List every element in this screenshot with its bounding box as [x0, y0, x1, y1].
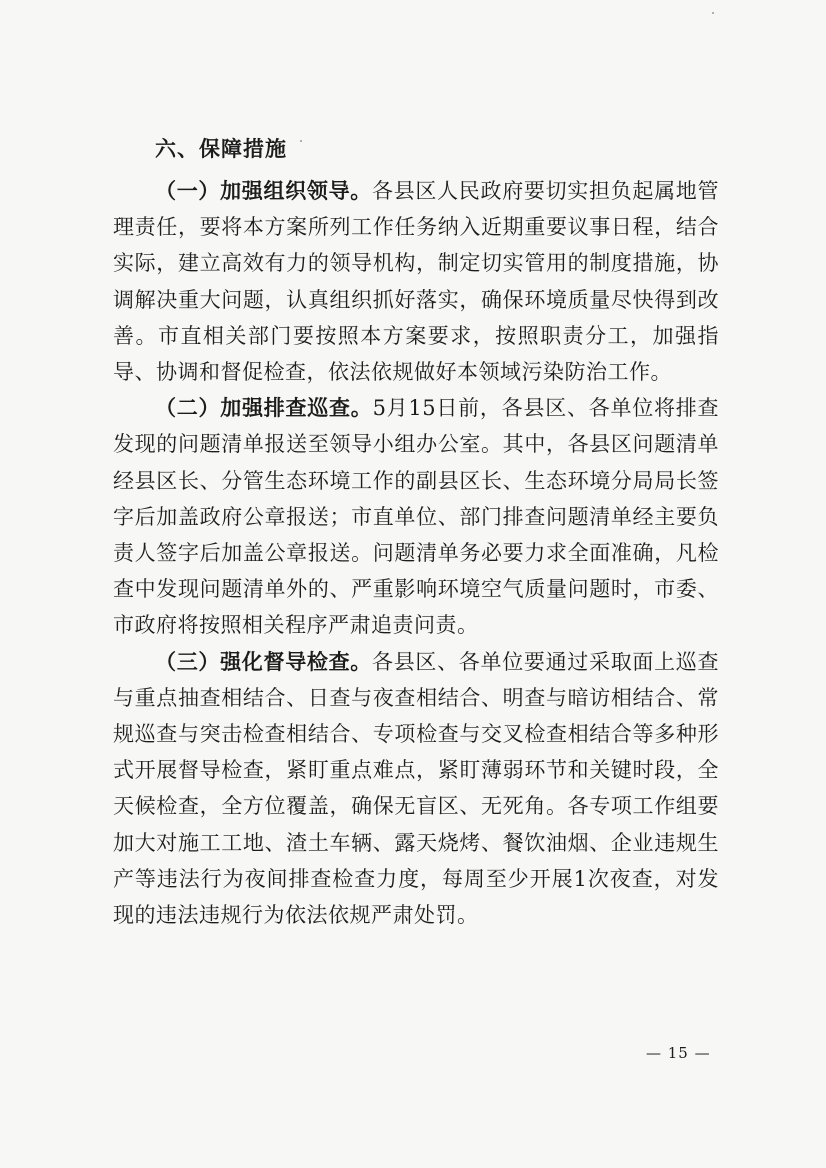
paragraph-lead: （一）加强组织领导。: [155, 179, 372, 203]
scan-speck: [300, 140, 302, 142]
paragraph-inspection-patrol: [113, 390, 719, 643]
paragraph-text: 5月15日前，各县区、各单位将排查发现的问题清单报送至领导小组办公室。其中，各县区问题清单经县区长、分管生态环境工作的副县区长、生态环境分局局长签字后加盖政府公章报送；市直单位、部门排查问题清单经主要负责人签字后加盖公章报送。问题清单务必要力求全面准确，凡检查中发现问题清单外的、严重影响环境空气质量问题时，市委、市政府将按照相关程序严肃追责问责。: [113, 396, 719, 638]
document-body: [113, 173, 719, 933]
scan-speck: [712, 12, 714, 14]
paragraph-organization-leadership: [113, 173, 719, 390]
paragraph-lead: （二）加强排查巡查。: [155, 396, 373, 421]
page-number: — 15 —: [646, 1044, 711, 1062]
section-heading: 六、保障措施: [155, 137, 287, 161]
paragraph-lead: （三）强化督导检查。: [155, 649, 372, 674]
paragraph-text: 各县区、各单位要通过采取面上巡查与重点抽查相结合、日查与夜查相结合、明查与暗访相结合、常规巡查与突击检查相结合、专项检查与交叉检查相结合等多种形式开展督导检查，紧盯重点难点，紧盯薄弱环节和关键时段，全天候检查，全方位覆盖，确保无盲区、无死角。各专项工作组要加大对施工工地、渣土车辆、露天烧烤、餐饮油烟、企业违规生产等违法行为夜间排查检查力度，每周至少开展1次夜查，对发现的违法违规行为依法依规严肃处罚。: [113, 649, 719, 928]
paragraph-text: 各县区人民政府要切实担负起属地管理责任，要将本方案所列工作任务纳入近期重要议事日程，结合实际，建立高效有力的领导机构，制定切实管用的制度措施，协调解决重大问题，认真组织抓好落实，确保环境质量尽快得到改善。市直相关部门要按照本方案要求，按照职责分工，加强指导、协调和督促检查，依法依规做好本领域污染防治工作。: [113, 179, 719, 385]
paragraph-supervision-check: [113, 644, 719, 934]
